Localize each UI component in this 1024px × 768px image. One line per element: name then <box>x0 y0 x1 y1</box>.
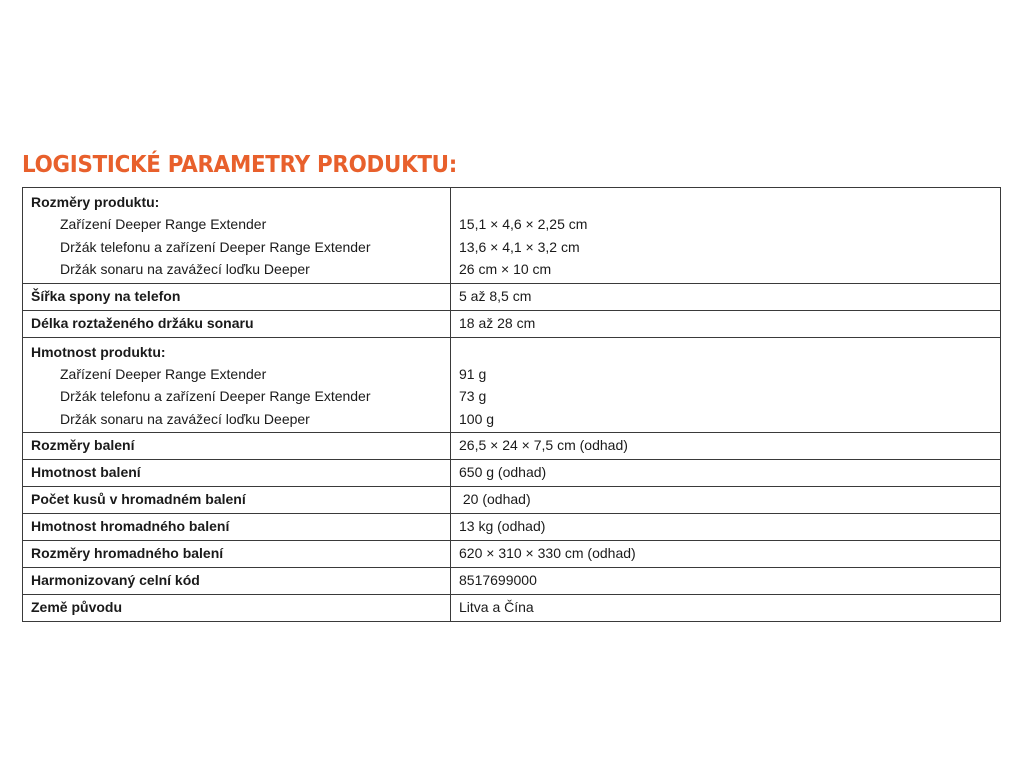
row-value: 20 (odhad) <box>451 487 1001 514</box>
sub-item-label: Držák sonaru na zavážecí loďku Deeper <box>60 261 310 277</box>
row-value-cell <box>451 337 1001 433</box>
row-label: Hmotnost produktu: <box>31 343 166 360</box>
sub-item-value: 13,6 × 4,1 × 3,2 cm <box>459 238 580 255</box>
table-row <box>23 283 1001 310</box>
table-row-product-weight <box>23 337 1001 433</box>
sub-item-label: Držák telefonu a zařízení Deeper Range Extender <box>60 238 371 255</box>
row-label: Délka roztaženého držáku sonaru <box>23 310 451 337</box>
row-value: 8517699000 <box>451 568 1001 595</box>
row-value: 620 × 310 × 330 cm (odhad) <box>451 541 1001 568</box>
row-label: Země původu <box>23 595 451 622</box>
sub-item-label: Držák telefonu a zařízení Deeper Range Extender <box>60 388 371 404</box>
row-label: Hmotnost hromadného balení <box>23 514 451 541</box>
table-row <box>23 487 1001 514</box>
row-label: Rozměry produktu: <box>31 194 160 210</box>
table-row-product-dimensions <box>23 188 1001 284</box>
row-label: Rozměry balení <box>23 433 451 460</box>
row-value: 26,5 × 24 × 7,5 cm (odhad) <box>451 433 1001 460</box>
sub-item-label: Zařízení Deeper Range Extender <box>60 216 267 232</box>
row-label: Šířka spony na telefon <box>23 283 451 310</box>
row-value: 5 až 8,5 cm <box>451 283 1001 310</box>
row-label: Hmotnost balení <box>23 460 451 487</box>
table-row <box>23 595 1001 622</box>
table-row <box>23 433 1001 460</box>
sub-item-value: 100 g <box>459 410 495 427</box>
sub-item-label: Zařízení Deeper Range Extender <box>60 365 267 382</box>
table-row <box>23 310 1001 337</box>
row-label: Harmonizovaný celní kód <box>23 568 451 595</box>
table-row <box>23 514 1001 541</box>
table-row <box>23 568 1001 595</box>
sub-item-value: 26 cm × 10 cm <box>459 261 552 277</box>
row-value: Litva a Čína <box>451 595 1001 622</box>
sub-item-value: 73 g <box>459 388 487 404</box>
row-label: Rozměry hromadného balení <box>23 541 451 568</box>
sub-item-value: 15,1 × 4,6 × 2,25 cm <box>459 216 588 232</box>
logistics-parameters-table <box>22 187 1001 622</box>
row-value: 18 až 28 cm <box>451 310 1001 337</box>
row-label-cell <box>23 337 451 433</box>
table-row <box>23 541 1001 568</box>
row-value-cell <box>451 188 1001 284</box>
row-label: Počet kusů v hromadném balení <box>23 487 451 514</box>
row-label-cell <box>23 188 451 284</box>
table-row <box>23 460 1001 487</box>
sub-item-label: Držák sonaru na zavážecí loďku Deeper <box>60 410 310 427</box>
sub-item-value: 91 g <box>459 365 487 382</box>
section-title: LOGISTICKÉ PARAMETRY PRODUKTU: <box>22 152 458 178</box>
row-value: 13 kg (odhad) <box>451 514 1001 541</box>
row-value: 650 g (odhad) <box>451 460 1001 487</box>
